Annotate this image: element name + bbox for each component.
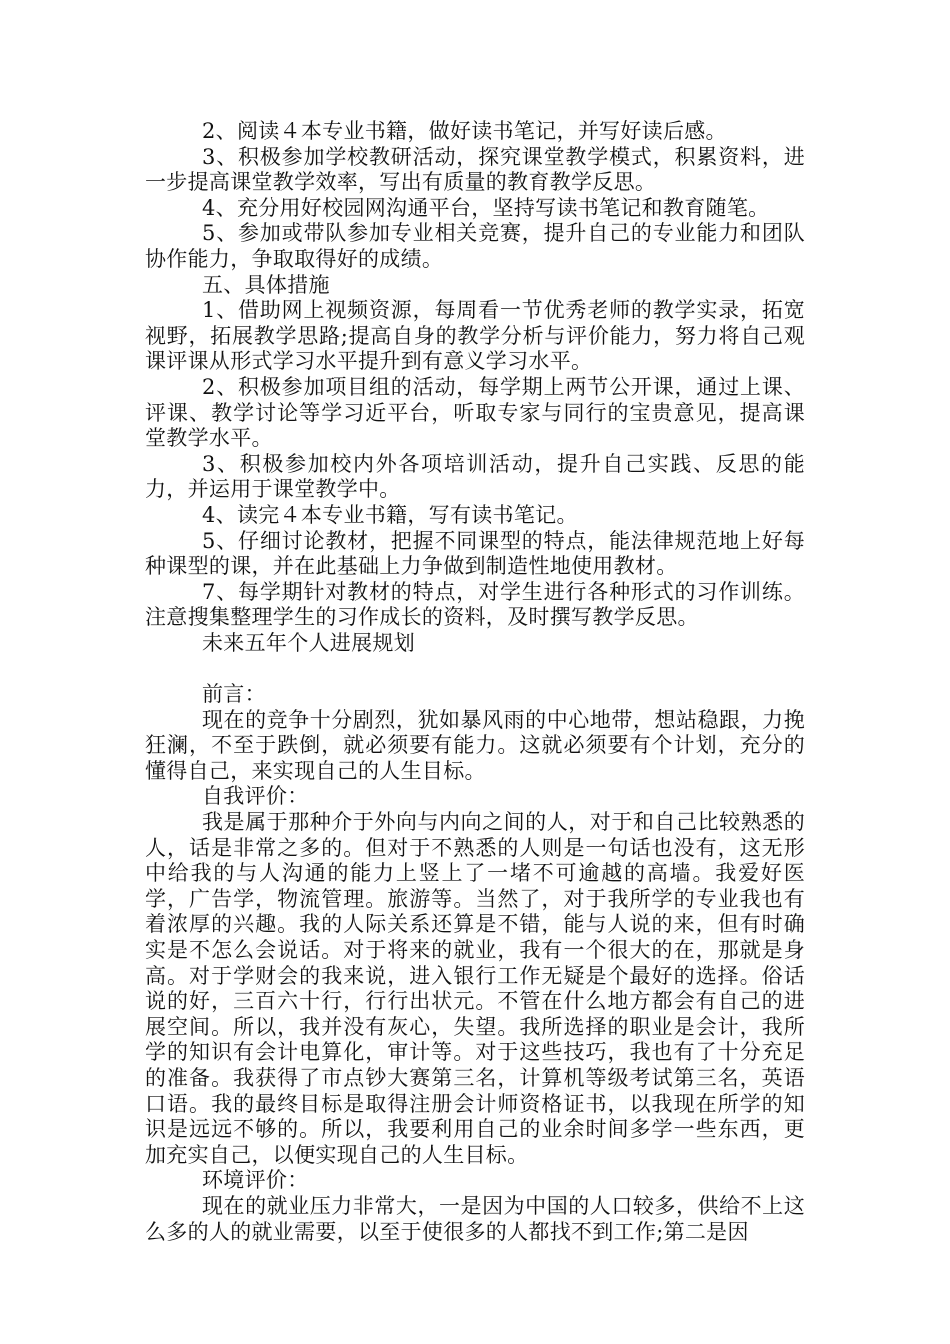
paragraph-measure-7: 7、每学期针对教材的特点，对学生进行各种形式的习作训练。注意搜集整理学生的习作成长的资料，及时撰写教学反思。 bbox=[145, 579, 805, 630]
paragraph-measure-5: 5、仔细讨论教材，把握不同课型的特点，能法律规范地上好每种课型的课，并在此基础上力争做到制造性地使用教材。 bbox=[145, 528, 805, 579]
paragraph-teaching-research: 3、积极参加学校教研活动，探究课堂教学模式，积累资料，进一步提高课堂教学效率，写出有质量的教育教学反思。 bbox=[145, 144, 805, 195]
paragraph-measure-2: 2、积极参加项目组的活动，每学期上两节公开课，通过上课、评课、教学讨论等学习近平台，听取专家与同行的宝贵意见，提高课堂教学水平。 bbox=[145, 374, 805, 451]
paragraph-campus-network: 4、充分用好校园网沟通平台，坚持写读书笔记和教育随笔。 bbox=[202, 195, 770, 220]
section-heading-preface: 前言： bbox=[202, 682, 266, 707]
section-heading-environment-evaluation: 环境评价： bbox=[202, 1168, 309, 1193]
paragraph-preface: 现在的竞争十分剧烈，犹如暴风雨的中心地带，想站稳跟，力挽狂澜，不至于跌倒，就必须要有能力。这就必须要有个计划，充分的懂得自己，来实现自己的人生目标。 bbox=[145, 707, 805, 783]
section-heading-measures: 五、具体措施 bbox=[202, 272, 330, 297]
paragraph-environment-evaluation: 现在的就业压力非常大，一是因为中国的人口较多，供给不上这么多的人的就业需要，以至于使很多的人都找不到工作;第二是因 bbox=[145, 1193, 805, 1244]
paragraph-measure-3: 3、积极参加校内外各项培训活动，提升自己实践、反思的能力，并运用于课堂教学中。 bbox=[145, 451, 805, 502]
document-body bbox=[145, 119, 805, 1245]
paragraph-competitions: 5、参加或带队参加专业相关竞赛，提升自己的专业能力和团队协作能力，争取取得好的成绩。 bbox=[145, 221, 805, 271]
section-heading-self-evaluation: 自我评价： bbox=[202, 784, 309, 809]
paragraph-self-evaluation: 我是属于那种介于外向与内向之间的人，对于和自己比较熟悉的人，话是非常之多的。但对于不熟悉的人则是一句话也没有，这无形中给我的与人沟通的能力上竖上了一堵不可逾越的高墙。我爱好医学，广告学，物流管理。旅游等。当然了，对于我所学的专业我也有着浓厚的兴趣。我的人际关系还算是不错，能与人说的来，但有时确实是不怎么会说话。对于将来的就业，我有一个很大的在，那就是身高。对于学财会的我来说，进入银行工作无疑是个最好的选择。俗话说的好，三百六十行，行行出状元。不管在什么地方都会有自己的进展空间。所以，我并没有灰心，失望。我所选择的职业是会计，我所学的知识有会计电算化，审计等。对于这些技巧，我也有了十分充足的准备。我获得了市点钞大赛第三名，计算机等级考试第三名，英语口语。我的最终目标是取得注册会计师资格证书，以我现在所学的知识是远远不够的。所以，我要利用自己的业余时间多学一些东西，更加充实自己，以便实现自己的人生目标。 bbox=[145, 810, 805, 1167]
paragraph-measure-4: 4、读完４本专业书籍，写有读书笔记。 bbox=[202, 502, 578, 527]
blank-line bbox=[145, 656, 805, 682]
paragraph-reading-books: 2、阅读４本专业书籍，做好读书笔记，并写好读后感。 bbox=[202, 119, 727, 143]
paragraph-measure-1: 1、借助网上视频资源，每周看一节优秀老师的教学实录，拓宽视野，拓展教学思路;提高自身的教学分析与评价能力，努力将自己观课评课从形式学习水平提升到有意义学习水平。 bbox=[145, 298, 805, 374]
section-heading-five-year-plan: 未来五年个人进展规划 bbox=[202, 630, 415, 655]
